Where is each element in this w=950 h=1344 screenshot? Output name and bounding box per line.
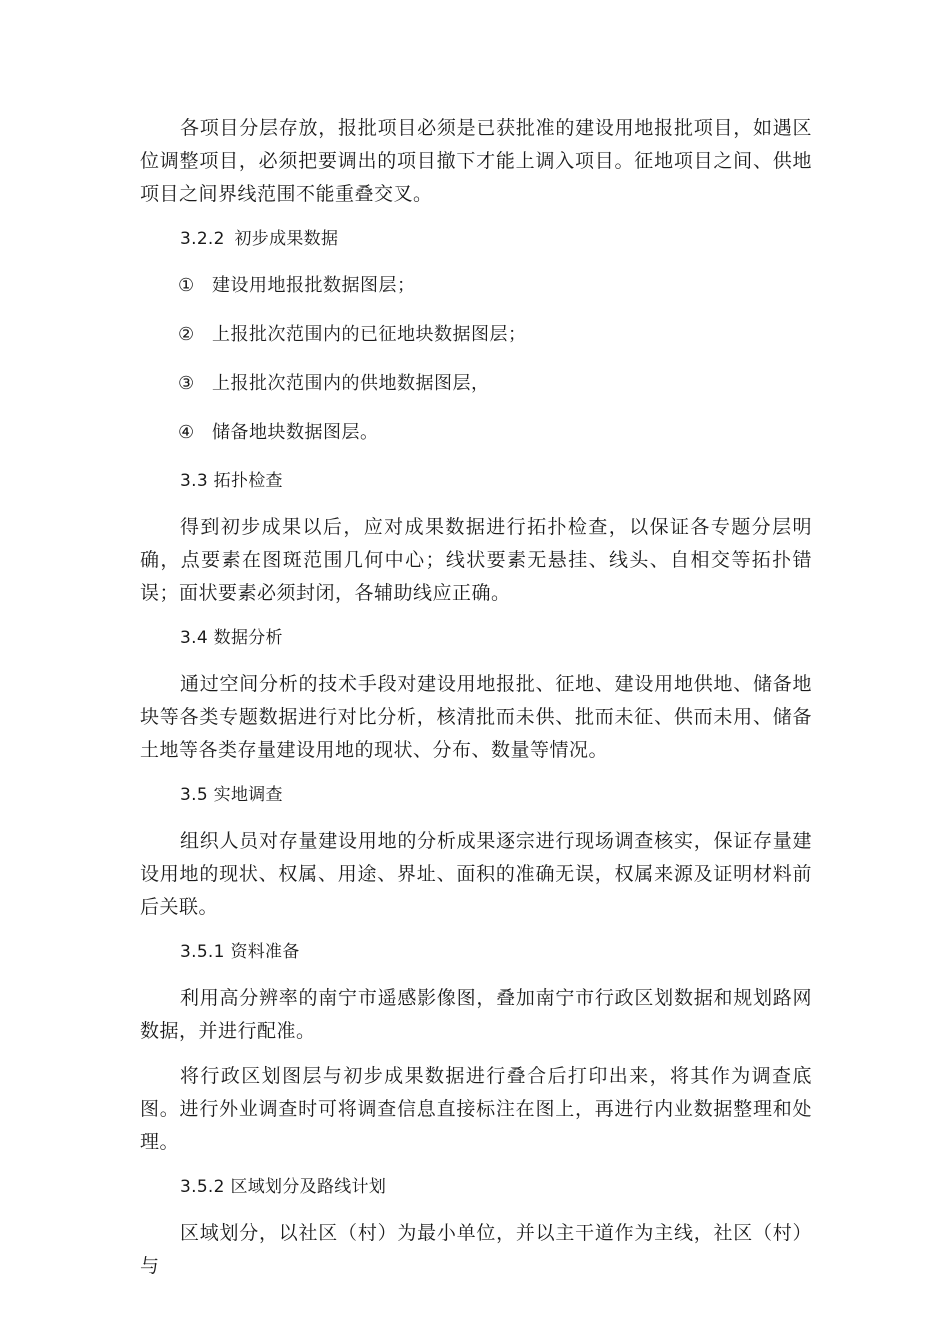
list-item-text: 建设用地报批数据图层； [212,275,416,296]
list-item [140,269,812,302]
paragraph-region-division: 区域划分，以社区（村）为最小单位，并以主干道作为主线，社区（村）与 [140,1222,812,1277]
heading-text: 初步成果数据 [234,229,339,249]
list-item [140,367,812,400]
list-item-text: 上报批次范围内的供地数据图层， [212,373,490,394]
list-item-text: 上报批次范围内的已征地块数据图层； [212,324,527,345]
heading-number: 3.2.2 [180,229,225,249]
list-marker: ③ [178,373,195,394]
paragraph-topology-check: 得到初步成果以后，应对成果数据进行拓扑检查，以保证各专题分层明确，点要素在图斑范围几何中心；线状要素无悬挂、线头、自相交等拓扑错误；面状要素必须封闭，各辅助线应正确。 [140,516,812,604]
list-marker: ② [178,324,195,345]
paragraph-data-analysis: 通过空间分析的技术手段对建设用地报批、征地、建设用地供地、储备地块等各类专题数据进行对比分析，核清批而未供、批而未征、供而未用、储备土地等各类存量建设用地的现状、分布、数量等情况。 [140,673,812,761]
heading-3-3: 3.3 拓扑检查 [180,471,283,491]
paragraph-material-prep-2: 将行政区划图层与初步成果数据进行叠合后打印出来，将其作为调查底图。进行外业调查时可将调查信息直接标注在图上，再进行内业数据整理和处理。 [140,1065,812,1153]
list-item [140,416,812,449]
list-item [140,318,812,351]
paragraph-field-survey: 组织人员对存量建设用地的分析成果逐宗进行现场调查核实，保证存量建设用地的现状、权属、用途、界址、面积的准确无误，权属来源及证明材料前后关联。 [140,830,812,918]
document-page [140,112,812,1295]
paragraph-project-layering: 各项目分层存放，报批项目必须是已获批准的建设用地报批项目，如遇区位调整项目，必须把要调出的项目撤下才能上调入项目。征地项目之间、供地项目之间界线范围不能重叠交叉。 [140,117,812,205]
heading-3-2-2 [140,223,812,256]
list-item-text: 储备地块数据图层。 [212,422,379,443]
heading-3-5-2: 3.5.2 区域划分及路线计划 [180,1177,387,1197]
list-marker: ① [178,275,195,296]
heading-3-5-1: 3.5.1 资料准备 [180,942,300,962]
heading-3-4: 3.4 数据分析 [180,628,283,648]
heading-3-5: 3.5 实地调查 [180,785,283,805]
list-marker: ④ [178,422,195,443]
paragraph-material-prep-1: 利用高分辨率的南宁市遥感影像图，叠加南宁市行政区划数据和规划路网数据，并进行配准。 [140,987,812,1042]
